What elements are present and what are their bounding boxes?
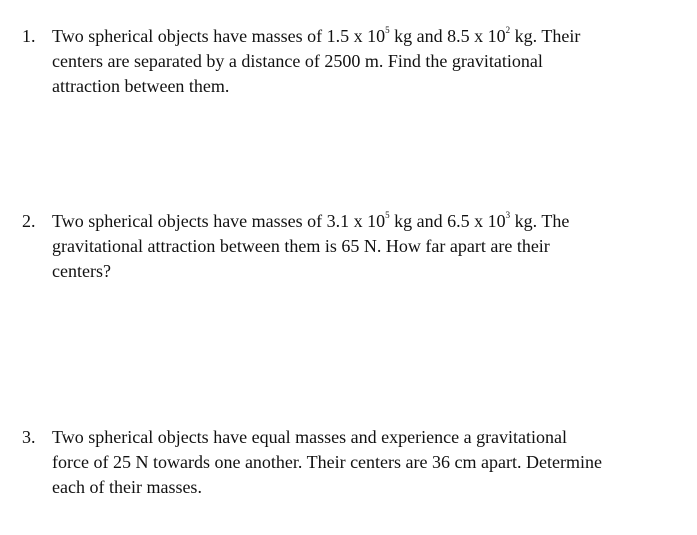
problem-text (52, 209, 682, 284)
text-segment: Two spherical objects have masses of 3.1 x 10 (52, 211, 386, 231)
problem-line-2: centers are separated by a distance of 2500 m. Find the gravitational (52, 51, 543, 71)
problem-line-3: attraction between them. (52, 76, 230, 96)
problem-text (52, 24, 682, 99)
problem-line-1 (52, 209, 682, 234)
problem-line-1 (52, 24, 682, 49)
exponent: 3 (505, 210, 511, 220)
problem-line-3: centers? (52, 261, 111, 281)
exponent: 2 (505, 25, 511, 35)
text-segment: kg and 6.5 x 10 (389, 211, 506, 231)
problem-3 (22, 425, 682, 500)
problem-1 (22, 24, 682, 99)
exponent: 5 (385, 210, 390, 220)
problem-line-3: each of their masses. (52, 477, 202, 497)
problem-line-2: gravitational attraction between them is 65 N. How far apart are their (52, 236, 550, 256)
problem-number: 2. (22, 211, 36, 231)
problem-line-1: Two spherical objects have equal masses and experience a gravitational (52, 427, 568, 447)
exponent: 5 (385, 25, 390, 35)
problem-number: 3. (22, 427, 36, 447)
problem-text (52, 425, 682, 500)
text-segment: Two spherical objects have masses of 1.5 x 10 (52, 26, 386, 46)
problem-line-2: force of 25 N towards one another. Their centers are 36 cm apart. Determine (52, 452, 602, 472)
problem-number: 1. (22, 26, 36, 46)
text-segment: kg. Their (510, 26, 581, 46)
text-segment: kg. The (510, 211, 570, 231)
problem-2 (22, 209, 682, 284)
text-segment: kg and 8.5 x 10 (389, 26, 506, 46)
